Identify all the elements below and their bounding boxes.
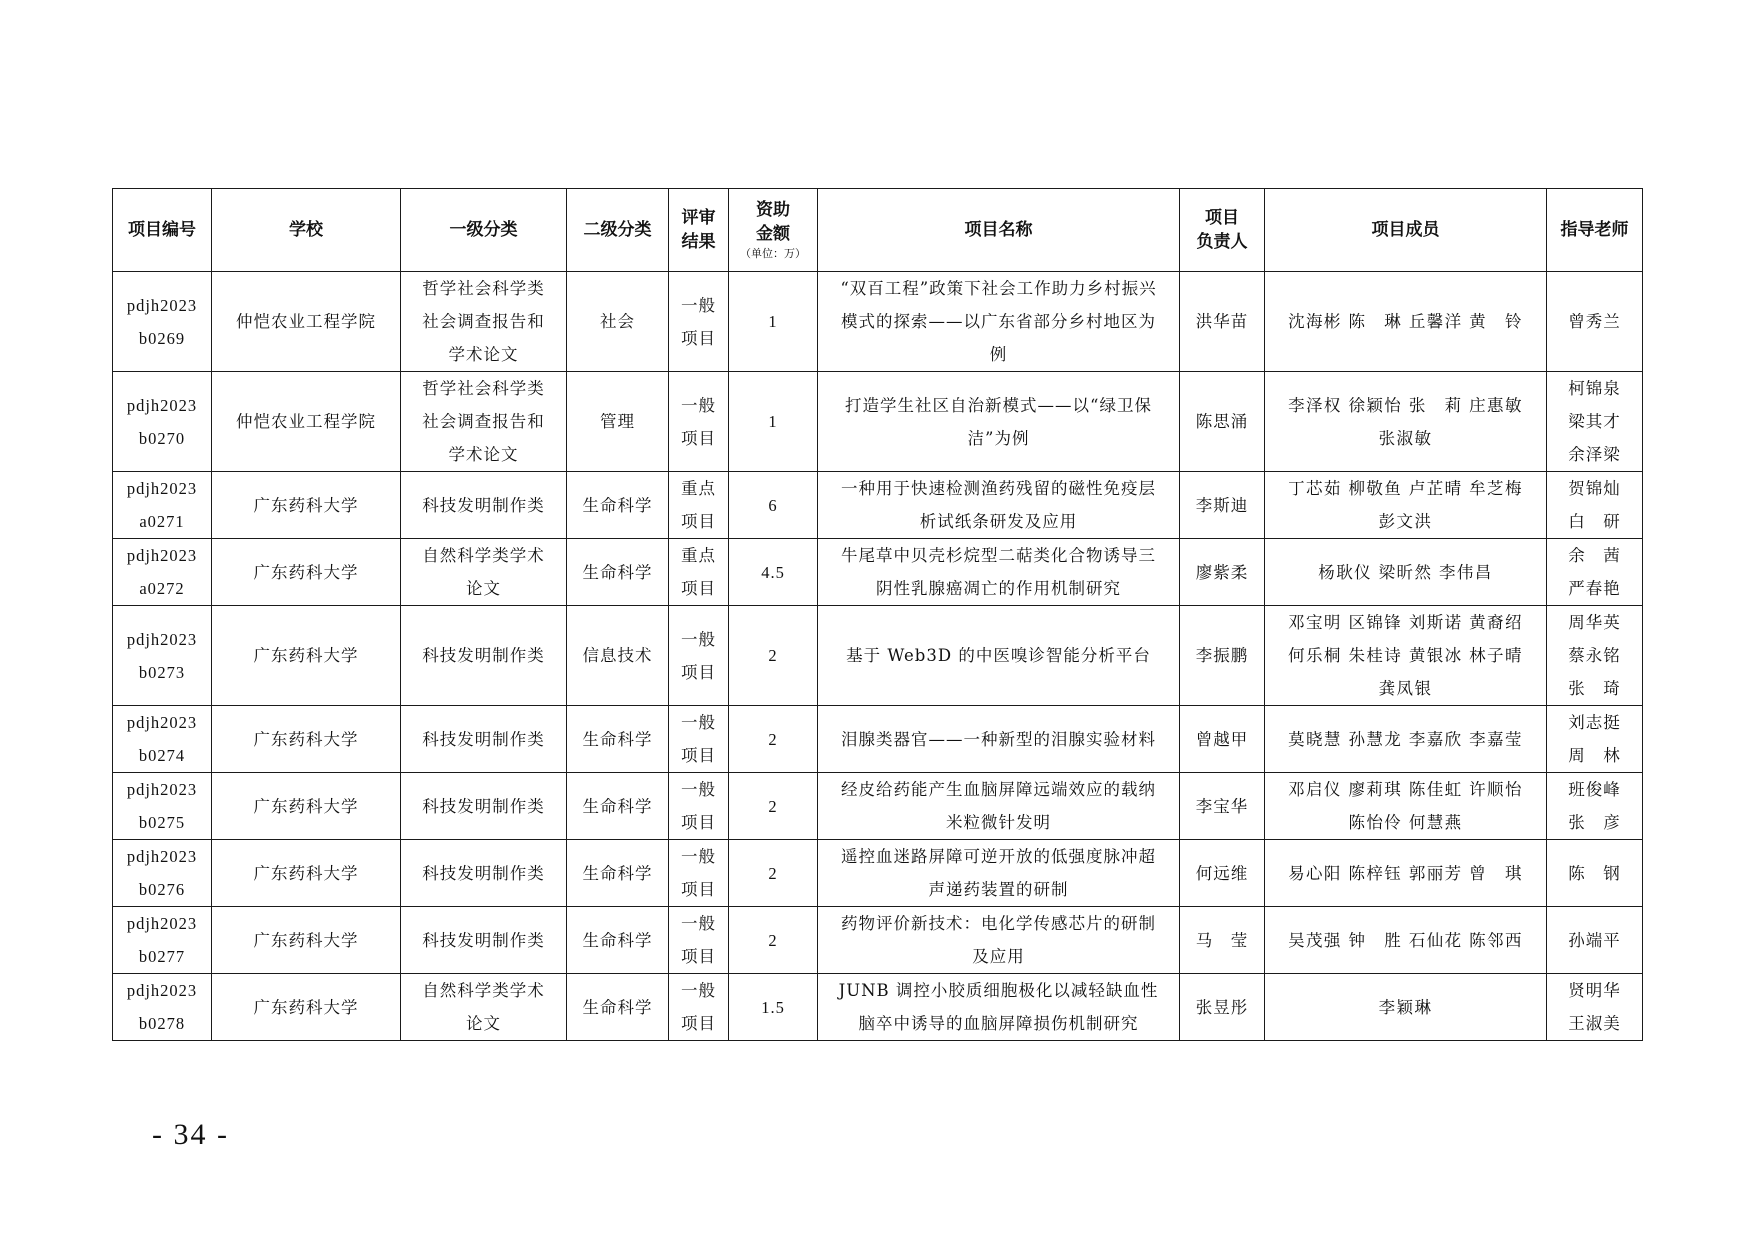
cell-text-line: 项目 [681, 947, 716, 966]
cell-text-line: pdjh2023 [126, 914, 198, 933]
cell-text-line: 贺锦灿 [1568, 479, 1621, 498]
cell-text-line: 2 [768, 863, 778, 883]
cell-text-line: 余泽梁 [1568, 445, 1621, 464]
cell-text-line: 科技发明制作类 [422, 863, 545, 883]
cell-text-line: 2 [768, 930, 778, 950]
project-name-header [818, 189, 1180, 272]
cell-text-line: 例 [989, 345, 1008, 364]
cell-text-line: 张 彦 [1568, 813, 1621, 832]
leader-cell [1180, 539, 1265, 606]
cell-text-line: b0277 [138, 947, 186, 966]
project-name-cell [818, 606, 1180, 706]
cell-text-line: pdjh2023 [126, 981, 198, 1000]
cell-text-line: 广东药科大学 [253, 863, 359, 883]
advisor-cell [1547, 472, 1643, 539]
cell-text-line: pdjh2023 [126, 780, 198, 799]
cell-text-line: 仲恺农业工程学院 [236, 412, 376, 431]
cell-text-line: 一般 [681, 780, 716, 799]
cell-text-line: 张淑敏 [1378, 428, 1433, 448]
project-id-cell [113, 272, 212, 372]
cell-text-line: 陈 钢 [1568, 863, 1621, 883]
cell-text-line: 张昱彤 [1195, 997, 1249, 1017]
cell-text-line: pdjh2023 [126, 847, 198, 866]
cell-text-line: 项目 [681, 512, 716, 531]
advisor-cell [1547, 840, 1643, 907]
advisor-cell [1547, 907, 1643, 974]
project-id-cell [113, 773, 212, 840]
cell-text-line: 广东药科大学 [253, 796, 359, 816]
category1-cell [401, 472, 567, 539]
members-header [1265, 189, 1547, 272]
leader-cell [1180, 606, 1265, 706]
advisor-cell [1547, 372, 1643, 472]
leader-cell [1180, 840, 1265, 907]
cell-text-line: b0269 [138, 328, 186, 348]
cell-text-line: 彭文洪 [1378, 512, 1433, 531]
leader-cell [1180, 706, 1265, 773]
category2-cell [567, 272, 669, 372]
cell-text-line: 及应用 [972, 947, 1025, 966]
members-cell [1265, 472, 1547, 539]
result-cell [669, 606, 729, 706]
project-id-cell [113, 372, 212, 472]
cell-text-line: 广东药科大学 [253, 997, 359, 1017]
cell-text-line: 项目 [681, 662, 716, 682]
cell-text-line: 信息技术 [582, 646, 653, 665]
cell-text-line: 广东药科大学 [253, 729, 359, 749]
category1-cell [401, 840, 567, 907]
cell-text-line: 重点 [681, 479, 716, 498]
cell-text-line: 米粒微针发明 [946, 813, 1051, 832]
cell-text-line: 论文 [466, 1014, 501, 1033]
cell-text-line: 班俊峰 [1568, 780, 1621, 799]
cell-text-line: pdjh2023 [126, 713, 198, 732]
cell-text-line: 孙端平 [1568, 930, 1621, 950]
amount-cell [729, 472, 818, 539]
category2-cell [567, 773, 669, 840]
cell-text-line: 曾越甲 [1195, 729, 1249, 749]
cell-text-line: 经皮给药能产生血脑屏障远端效应的载纳 [841, 780, 1156, 799]
project-name-cell [818, 472, 1180, 539]
cell-text-line: 沈海彬 陈 琳 丘馨洋 黄 铃 [1288, 312, 1523, 331]
cell-text-line: 模式的探索——以广东省部分乡村地区为 [841, 312, 1156, 331]
cell-text-line: 马 莹 [1195, 930, 1249, 950]
category2-cell [567, 974, 669, 1041]
school-cell [212, 840, 401, 907]
advisor-cell [1547, 773, 1643, 840]
cell-text-line: 牛尾草中贝壳杉烷型二萜类化合物诱导三 [841, 546, 1156, 565]
cell-text-line: 项目 [681, 328, 716, 348]
cell-text-line: 药物评价新技术：电化学传感芯片的研制 [841, 914, 1156, 933]
header-label: 二级分类 [583, 220, 652, 240]
cell-text-line: 何乐桐 朱桂诗 黄银冰 林子晴 [1288, 646, 1523, 665]
members-cell [1265, 907, 1547, 974]
cell-text-line: 易心阳 陈梓钰 郭丽芳 曾 琪 [1288, 863, 1523, 883]
cell-text-line: 遥控血迷路屏障可逆开放的低强度脉冲超 [841, 847, 1156, 866]
table-row [113, 272, 1643, 372]
cell-text-line: 打造学生社区自治新模式——以“绿卫保 [845, 395, 1152, 415]
cell-text-line: 1 [768, 312, 778, 331]
category2-cell [567, 472, 669, 539]
cell-text-line: 基于 Web3D 的中医嗅诊智能分析平台 [846, 646, 1151, 665]
header-label: 学校 [289, 220, 323, 240]
advisor-header [1547, 189, 1643, 272]
category1-cell [401, 606, 567, 706]
cell-text-line: 项目 [681, 746, 716, 765]
category2-cell [567, 706, 669, 773]
cell-text-line: 李振鹏 [1195, 646, 1249, 665]
cell-text-line: 一般 [681, 295, 716, 315]
table-body [113, 272, 1643, 1041]
cell-text-line: 李宝华 [1195, 796, 1249, 816]
advisor-cell [1547, 539, 1643, 606]
cell-text-line: pdjh2023 [126, 395, 198, 415]
category1-cell [401, 539, 567, 606]
school-header [212, 189, 401, 272]
cell-text-line: b0274 [138, 746, 186, 765]
table-row [113, 840, 1643, 907]
category1-cell [401, 773, 567, 840]
advisor-cell [1547, 706, 1643, 773]
project-name-cell [818, 773, 1180, 840]
amount-cell [729, 907, 818, 974]
header-label: 指导老师 [1560, 220, 1629, 240]
cell-text-line: b0278 [138, 1014, 186, 1033]
amount-cell [729, 539, 818, 606]
school-cell [212, 372, 401, 472]
cell-text-line: 1.5 [761, 997, 785, 1017]
table-row [113, 372, 1643, 472]
page-number: - 34 - [152, 1118, 229, 1151]
table-row [113, 539, 1643, 606]
cell-text-line: 广东药科大学 [253, 562, 359, 582]
cell-text-line: 2 [768, 796, 778, 816]
advisor-cell [1547, 606, 1643, 706]
project-name-cell [818, 539, 1180, 606]
cell-text-line: a0272 [139, 579, 185, 598]
category2-cell [567, 372, 669, 472]
cell-text-line: 生命科学 [582, 495, 653, 515]
project-id-cell [113, 974, 212, 1041]
cell-text-line: 王淑美 [1568, 1014, 1621, 1033]
result-cell [669, 706, 729, 773]
category1-cell [401, 706, 567, 773]
amount-cell [729, 773, 818, 840]
cell-text-line: 社会 [600, 312, 635, 331]
project-name-cell [818, 272, 1180, 372]
project-id-cell [113, 706, 212, 773]
result-cell [669, 472, 729, 539]
members-cell [1265, 539, 1547, 606]
cell-text-line: 蔡永铭 [1568, 646, 1621, 665]
cell-text-line: 洪华苗 [1195, 312, 1249, 331]
cell-text-line: 梁其才 [1568, 412, 1621, 431]
category1-cell [401, 974, 567, 1041]
cell-text-line: 4.5 [761, 562, 785, 582]
category1-header [401, 189, 567, 272]
cell-text-line: 廖紫柔 [1195, 562, 1249, 582]
cell-text-line: 阴性乳腺癌凋亡的作用机制研究 [876, 579, 1121, 598]
cell-text-line: 曾秀兰 [1568, 312, 1621, 331]
cell-text-line: 项目 [681, 428, 716, 448]
leader-cell [1180, 472, 1265, 539]
project-name-cell [818, 840, 1180, 907]
cell-text-line: 邓启仪 廖莉琪 陈佳虹 许顺怡 [1288, 780, 1523, 799]
category1-cell [401, 907, 567, 974]
header-label: 项目编号 [128, 220, 196, 240]
cell-text-line: 1 [768, 412, 778, 431]
cell-text-line: a0271 [139, 512, 185, 531]
cell-text-line: JUNB 调控小胶质细胞极化以减轻缺血性 [838, 981, 1159, 1000]
cell-text-line: 学术论文 [448, 445, 519, 464]
result-cell [669, 907, 729, 974]
members-cell [1265, 773, 1547, 840]
table-row [113, 773, 1643, 840]
header-label: 评审 [681, 208, 716, 228]
cell-text-line: 科技发明制作类 [422, 646, 545, 665]
cell-text-line: 2 [768, 646, 778, 665]
table-row [113, 974, 1643, 1041]
advisor-cell [1547, 272, 1643, 372]
members-cell [1265, 974, 1547, 1041]
project-id-cell [113, 472, 212, 539]
result-header [669, 189, 729, 272]
cell-text-line: 张 琦 [1568, 679, 1621, 698]
cell-text-line: 李颖琳 [1378, 997, 1433, 1017]
cell-text-line: 泪腺类器官——一种新型的泪腺实验材料 [841, 729, 1156, 749]
cell-text-line: 6 [768, 495, 778, 515]
cell-text-line: 一般 [681, 981, 716, 1000]
result-cell [669, 974, 729, 1041]
amount-cell [729, 606, 818, 706]
members-cell [1265, 706, 1547, 773]
cell-text-line: 陈思涌 [1195, 412, 1249, 431]
project-id-cell [113, 907, 212, 974]
cell-text-line: b0270 [138, 428, 186, 448]
amount-cell [729, 706, 818, 773]
cell-text-line: 杨耿仪 梁昕然 李伟昌 [1318, 562, 1493, 582]
cell-text-line: 严春艳 [1568, 579, 1621, 598]
cell-text-line: 管理 [600, 412, 635, 431]
cell-text-line: 丁芯茹 柳敬鱼 卢芷晴 牟芝梅 [1288, 479, 1523, 498]
school-cell [212, 706, 401, 773]
cell-text-line: b0275 [138, 813, 186, 832]
table-header [113, 189, 1643, 272]
leader-cell [1180, 974, 1265, 1041]
cell-text-line: 一般 [681, 395, 716, 415]
school-cell [212, 773, 401, 840]
result-cell [669, 773, 729, 840]
amount-cell [729, 272, 818, 372]
cell-text-line: 自然科学类学术 [422, 546, 545, 565]
cell-text-line: 项目 [681, 1014, 716, 1033]
cell-text-line: 白 研 [1568, 512, 1621, 531]
cell-text-line: 自然科学类学术 [422, 981, 545, 1000]
cell-text-line: 吴茂强 钟 胜 石仙花 陈邻西 [1288, 930, 1523, 950]
header-label: 一级分类 [449, 220, 518, 240]
cell-text-line: 一般 [681, 847, 716, 866]
leader-cell [1180, 272, 1265, 372]
cell-text-line: 生命科学 [582, 562, 653, 582]
cell-text-line: 哲学社会科学类 [422, 279, 545, 298]
cell-text-line: 项目 [681, 880, 716, 899]
table-row [113, 706, 1643, 773]
category2-cell [567, 840, 669, 907]
school-cell [212, 472, 401, 539]
cell-text-line: 一般 [681, 629, 716, 649]
table-row [113, 472, 1643, 539]
result-cell [669, 840, 729, 907]
cell-text-line: 科技发明制作类 [422, 796, 545, 816]
header-label: 结果 [681, 232, 716, 252]
cell-text-line: 声递药装置的研制 [928, 880, 1069, 899]
leader-cell [1180, 907, 1265, 974]
amount-unit-note: （单位：万） [740, 247, 806, 260]
cell-text-line: 广东药科大学 [253, 930, 359, 950]
project-id-cell [113, 606, 212, 706]
cell-text-line: 广东药科大学 [253, 495, 359, 515]
cell-text-line: 周 林 [1568, 746, 1621, 765]
category2-header [567, 189, 669, 272]
members-cell [1265, 372, 1547, 472]
category2-cell [567, 907, 669, 974]
cell-text-line: b0276 [138, 880, 186, 899]
result-cell [669, 272, 729, 372]
cell-text-line: 生命科学 [582, 729, 653, 749]
cell-text-line: pdjh2023 [126, 629, 198, 649]
amount-cell [729, 974, 818, 1041]
cell-text-line: “双百工程”政策下社会工作助力乡村振兴 [840, 279, 1157, 298]
cell-text-line: 2 [768, 729, 778, 749]
cell-text-line: 社会调查报告和 [422, 412, 545, 431]
header-label: 金额 [756, 224, 790, 244]
cell-text-line: 析试纸条研发及应用 [919, 512, 1078, 531]
project-name-cell [818, 372, 1180, 472]
project-name-cell [818, 907, 1180, 974]
cell-text-line: 科技发明制作类 [422, 729, 545, 749]
members-cell [1265, 272, 1547, 372]
school-cell [212, 539, 401, 606]
result-cell [669, 372, 729, 472]
cell-text-line: 重点 [681, 546, 716, 565]
cell-text-line: 生命科学 [582, 997, 653, 1017]
amount-header [729, 189, 818, 272]
cell-text-line: 社会调查报告和 [422, 312, 545, 331]
project-id-cell [113, 539, 212, 606]
cell-text-line: 柯锦泉 [1568, 379, 1621, 398]
cell-text-line: 生命科学 [582, 796, 653, 816]
cell-text-line: 邓宝明 区锦锋 刘斯诺 黄裔绍 [1288, 613, 1523, 632]
cell-text-line: 贤明华 [1568, 981, 1621, 1000]
cell-text-line: 陈怡伶 何慧燕 [1348, 813, 1463, 832]
table-row [113, 907, 1643, 974]
cell-text-line: 项目 [681, 579, 716, 598]
project-id-header [113, 189, 212, 272]
leader-header [1180, 189, 1265, 272]
cell-text-line: 科技发明制作类 [422, 495, 545, 515]
table-row [113, 606, 1643, 706]
members-cell [1265, 606, 1547, 706]
cell-text-line: b0273 [138, 662, 186, 682]
cell-text-line: 李泽权 徐颖怡 张 莉 庄惠敏 [1288, 395, 1523, 415]
members-cell [1265, 840, 1547, 907]
cell-text-line: 生命科学 [582, 863, 653, 883]
cell-text-line: 何远维 [1195, 863, 1249, 883]
header-label: 项目成员 [1371, 220, 1440, 240]
cell-text-line: 一种用于快速检测渔药残留的磁性免疫层 [841, 479, 1156, 498]
cell-text-line: 论文 [466, 579, 501, 598]
project-table [112, 188, 1643, 1041]
cell-text-line: 科技发明制作类 [422, 930, 545, 950]
cell-text-line: 莫晓慧 孙慧龙 李嘉欣 李嘉莹 [1288, 729, 1523, 749]
cell-text-line: 仲恺农业工程学院 [236, 312, 376, 331]
school-cell [212, 907, 401, 974]
cell-text-line: pdjh2023 [126, 546, 198, 565]
cell-text-line: 学术论文 [448, 345, 519, 364]
cell-text-line: pdjh2023 [126, 479, 198, 498]
cell-text-line: 广东药科大学 [253, 646, 359, 665]
cell-text-line: 刘志挺 [1568, 713, 1621, 732]
header-row [113, 189, 1643, 272]
cell-text-line: 生命科学 [582, 930, 653, 950]
header-label: 项目 [1205, 208, 1239, 228]
header-label: 资助 [756, 200, 790, 220]
cell-text-line: 哲学社会科学类 [422, 379, 545, 398]
cell-text-line: 龚凤银 [1378, 679, 1433, 698]
category2-cell [567, 606, 669, 706]
cell-text-line: 洁”为例 [967, 428, 1030, 448]
category1-cell [401, 372, 567, 472]
cell-text-line: pdjh2023 [126, 295, 198, 315]
cell-text-line: 脑卒中诱导的血脑屏障损伤机制研究 [858, 1014, 1139, 1033]
cell-text-line: 周华英 [1568, 613, 1621, 632]
leader-cell [1180, 372, 1265, 472]
amount-cell [729, 840, 818, 907]
category1-cell [401, 272, 567, 372]
result-cell [669, 539, 729, 606]
school-cell [212, 606, 401, 706]
cell-text-line: 一般 [681, 713, 716, 732]
school-cell [212, 974, 401, 1041]
cell-text-line: 一般 [681, 914, 716, 933]
category2-cell [567, 539, 669, 606]
project-id-cell [113, 840, 212, 907]
amount-cell [729, 372, 818, 472]
cell-text-line: 李斯迪 [1195, 495, 1249, 515]
header-label: 负责人 [1196, 232, 1248, 252]
advisor-cell [1547, 974, 1643, 1041]
project-name-cell [818, 974, 1180, 1041]
leader-cell [1180, 773, 1265, 840]
header-label: 项目名称 [964, 220, 1033, 240]
cell-text-line: 余 茜 [1568, 546, 1621, 565]
project-name-cell [818, 706, 1180, 773]
school-cell [212, 272, 401, 372]
cell-text-line: 项目 [681, 813, 716, 832]
